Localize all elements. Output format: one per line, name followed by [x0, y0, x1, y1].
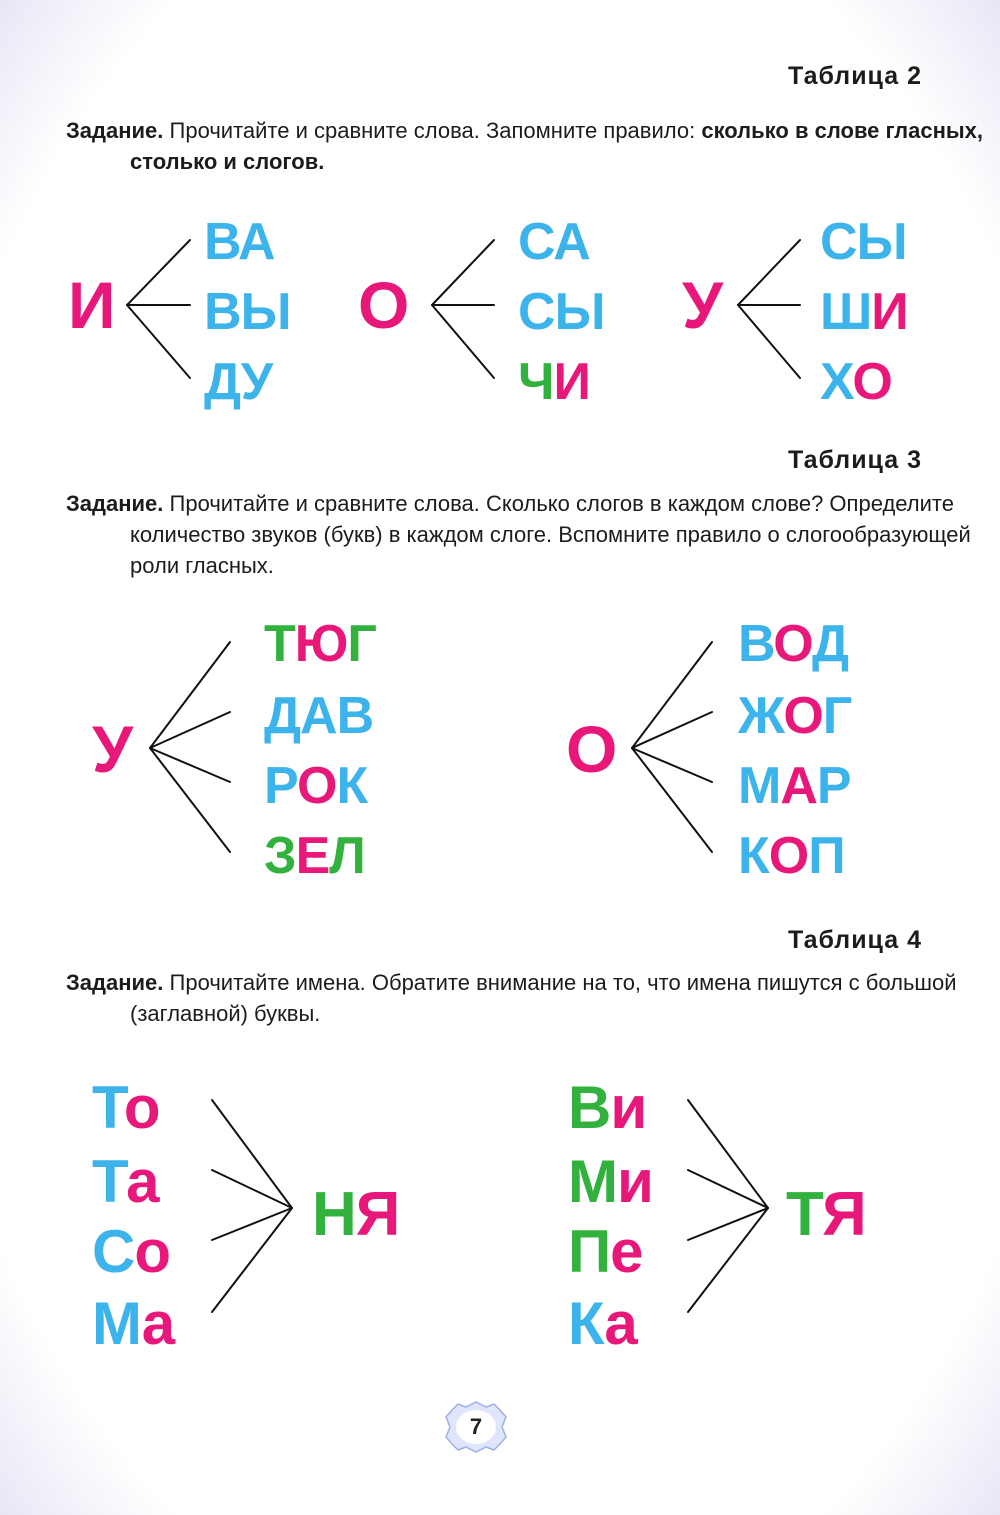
letter: В [336, 687, 374, 745]
table4-suffix-nya [312, 1180, 400, 1249]
table3-task-label: Задание. [66, 491, 164, 516]
table2-task [66, 115, 990, 177]
table4-name-part [92, 1218, 170, 1285]
table2-head-i: И [68, 268, 115, 342]
table2-syllable [204, 213, 275, 271]
letter: О [773, 615, 813, 673]
table4-name-part [92, 1074, 160, 1141]
table4-suffix-tya [786, 1180, 866, 1249]
letter: Ы [240, 283, 291, 341]
table3-syllable [738, 827, 845, 885]
table2-task-label: Задание. [66, 118, 164, 143]
letter: К [738, 827, 769, 885]
letter: О [852, 353, 892, 411]
table2-head-o: О [358, 268, 409, 342]
table2-title: Таблица 2 [787, 62, 922, 90]
letter: С [92, 1218, 135, 1285]
letter: а [141, 1290, 175, 1357]
letter: М [568, 1148, 617, 1215]
letter: В [568, 1074, 611, 1141]
table2-head-u: У [682, 268, 723, 342]
table3-syllable [264, 827, 365, 885]
page-number: 7 [469, 1414, 483, 1439]
letter: К [568, 1290, 605, 1357]
letter: Д [204, 353, 241, 411]
table4-name-part [568, 1290, 637, 1357]
letter: А [300, 687, 337, 745]
table3-syllable [264, 615, 376, 673]
letter: Р [816, 757, 851, 815]
table2-syllable [518, 283, 605, 341]
letter: К [336, 757, 368, 815]
letter: Ы [856, 213, 907, 271]
letter: Ю [294, 615, 348, 673]
table4-task-text: Прочитайте имена. Обратите внимание на то, что имена пишутся с большой (заглавной) буквы. [130, 970, 957, 1026]
letter: А [553, 213, 590, 271]
table3-task-text: Прочитайте и сравните слова. Сколько слогов в каждом слове? Определите количество звуков (букв) в каждом слоге. Вспомните правило о слогообразующей роли гласных. [130, 491, 971, 578]
table4-name-part [568, 1218, 643, 1285]
letter: Е [295, 827, 330, 885]
table3-syllable [264, 757, 368, 815]
letter: Я [355, 1180, 400, 1249]
letter: В [204, 213, 238, 271]
table2-syllable [820, 283, 908, 341]
letter: А [237, 213, 275, 271]
letter: Я [822, 1180, 866, 1249]
letter: В [204, 283, 241, 341]
letter: Х [820, 353, 853, 411]
letter: и [610, 1074, 647, 1141]
letter: С [518, 213, 554, 271]
letter: Р [264, 757, 297, 815]
letter: а [126, 1148, 159, 1215]
table3-syllable [738, 687, 852, 745]
letter: П [568, 1218, 611, 1285]
table2-syllable [820, 213, 907, 271]
letter: Д [812, 615, 849, 673]
table3-syllable [264, 687, 374, 745]
table3-syllable [738, 757, 851, 815]
table4-name-part [568, 1148, 653, 1215]
letter: о [134, 1218, 170, 1285]
table2-syllable [518, 353, 590, 411]
letter: Н [312, 1180, 356, 1249]
letter: С [518, 283, 555, 341]
table2-syllable [204, 353, 273, 411]
letter: П [808, 827, 845, 885]
table4-name-part [92, 1148, 159, 1215]
table2-syllable [204, 283, 291, 341]
letter: Т [786, 1180, 823, 1249]
letter: Л [329, 827, 365, 885]
table4-name-part [568, 1074, 647, 1141]
letter: М [738, 757, 781, 815]
letter: и [616, 1148, 653, 1215]
letter: о [123, 1074, 160, 1141]
letter: М [92, 1290, 142, 1357]
letter: О [297, 757, 337, 815]
table4-task-label: Задание. [66, 970, 164, 995]
letter: Т [92, 1148, 127, 1215]
letter: О [768, 827, 809, 885]
table4-title: Таблица 4 [787, 926, 922, 954]
letter: О [783, 687, 823, 745]
letter: В [738, 615, 774, 673]
letter: А [780, 757, 817, 815]
page-number-badge [444, 1400, 508, 1454]
letter: Т [264, 615, 295, 673]
table2-syllable [820, 353, 892, 411]
letter: И [871, 283, 908, 341]
letter: Г [822, 687, 852, 745]
letter: И [553, 353, 590, 411]
letter: З [264, 827, 296, 885]
table3-head-o: О [566, 712, 617, 786]
letter: У [240, 353, 273, 411]
table2-task-text: Прочитайте и сравните слова. Запомните правило: [169, 118, 696, 143]
letter: Ж [738, 687, 784, 745]
letter: а [604, 1290, 637, 1357]
table3-title: Таблица 3 [787, 446, 922, 474]
letter: Г [347, 615, 376, 673]
table3-task [66, 488, 990, 581]
letter: е [610, 1218, 643, 1285]
letter: Д [264, 687, 301, 745]
table4-task [66, 967, 990, 1029]
letter: Ч [518, 353, 554, 411]
letter: Т [92, 1074, 124, 1141]
table2-task-rule: сколько в слове гласных, столько и слогов. [130, 118, 984, 174]
letter: Ш [820, 283, 872, 341]
table2-syllable [518, 213, 590, 271]
table3-syllable [738, 615, 849, 673]
letter: Ы [554, 283, 605, 341]
table4-name-part [92, 1290, 175, 1357]
letter: С [820, 213, 857, 271]
table3-head-u: У [92, 712, 133, 786]
